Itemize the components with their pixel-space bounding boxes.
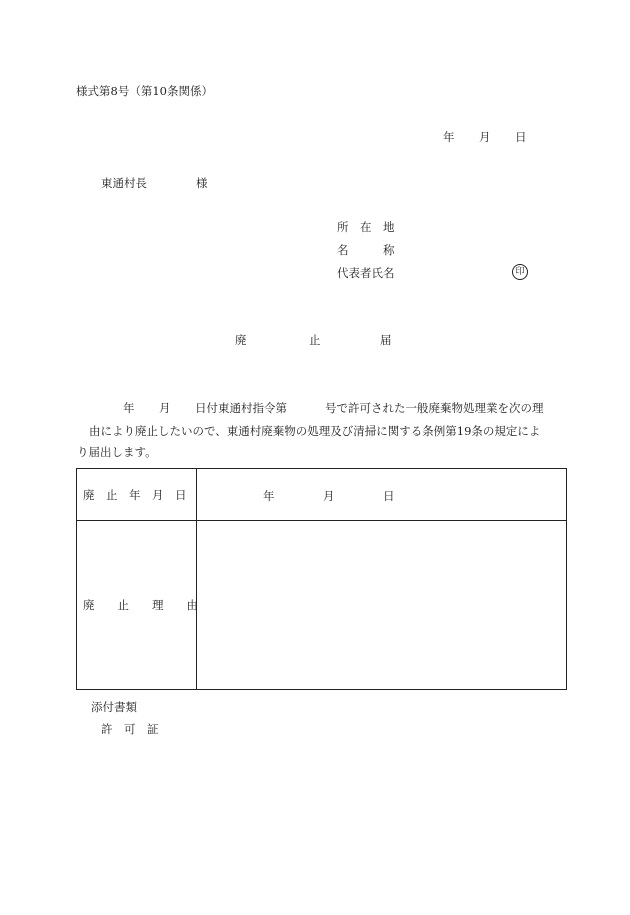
- table-row: [77, 521, 567, 690]
- body-line-3: り届出します。: [77, 445, 157, 459]
- discontinuation-date-value-cell: [197, 469, 567, 521]
- applicant-name-label: 名 称: [337, 243, 395, 257]
- applicant-location-label: 所 在 地: [337, 220, 395, 234]
- discontinuation-day-label: 日: [383, 488, 395, 503]
- document-title-char-2: 止: [309, 333, 321, 347]
- addressee-honorific: 様: [196, 176, 208, 190]
- body-year-label: 年: [123, 401, 135, 415]
- attachments-title: 添付書類: [91, 700, 137, 714]
- discontinuation-reason-value-cell: [197, 521, 567, 690]
- body-day-text: 日付東通村指令第: [195, 401, 287, 415]
- body-line-1: 号で許可された一般廃棄物処理業を次の理: [325, 401, 544, 415]
- discontinuation-date-label-cell: [77, 469, 197, 521]
- addressee-name: 東通村長: [101, 176, 147, 190]
- discontinuation-date-fields: [197, 488, 566, 502]
- document-title-char-1: 廃: [235, 333, 247, 347]
- body-month-label: 月: [159, 401, 171, 415]
- table-row: [77, 469, 567, 521]
- body-line-2: 由により廃止したいので、東通村廃棄物の処理及び清掃に関する条例第19条の規定によ: [89, 424, 541, 438]
- document-title-char-3: 届: [380, 333, 392, 347]
- discontinuation-year-label: 年: [263, 488, 275, 503]
- date-year-label: 年: [443, 130, 455, 144]
- discontinuation-month-label: 月: [323, 488, 335, 503]
- applicant-representative-label: 代表者氏名: [337, 266, 395, 280]
- date-day-label: 日: [515, 130, 527, 144]
- attachment-item: 許 可 証: [101, 722, 159, 736]
- discontinuation-table: [76, 468, 567, 690]
- discontinuation-reason-label: 廃 止 理 由: [83, 598, 198, 612]
- discontinuation-date-label: 廃 止 年 月 日: [83, 487, 187, 502]
- date-month-label: 月: [479, 130, 491, 144]
- form-number: 様式第8号（第10条関係）: [76, 84, 213, 98]
- seal-mark-icon: 印: [512, 264, 528, 280]
- discontinuation-reason-label-cell: [77, 521, 197, 690]
